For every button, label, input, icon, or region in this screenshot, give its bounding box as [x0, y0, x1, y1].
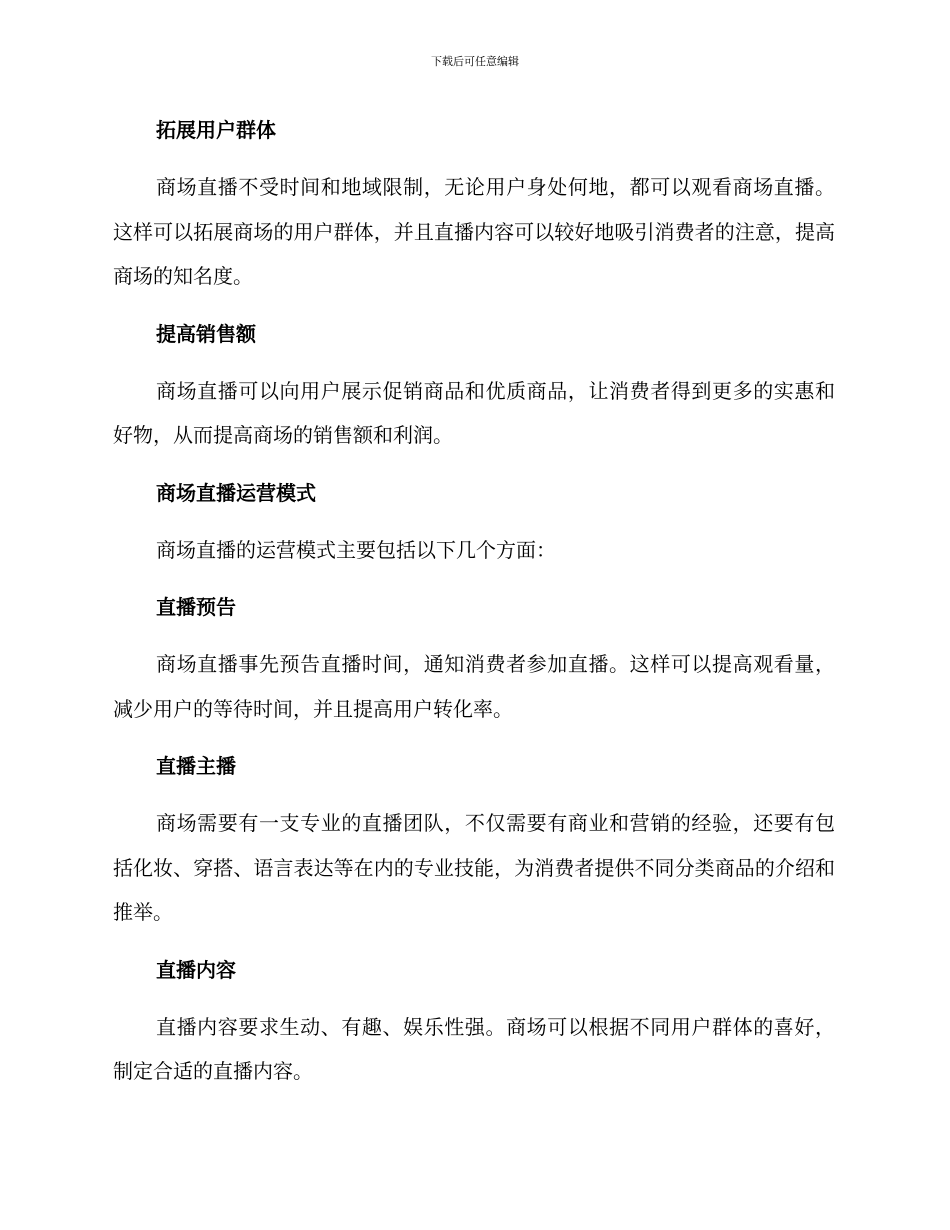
section-heading-live-host: 直播主播	[156, 754, 236, 778]
section-heading-increase-sales: 提高销售额	[156, 321, 256, 346]
document-body	[113, 108, 835, 1107]
paragraph-live-content: 直播内容要求生动、有趣、娱乐性强。商场可以根据不同用户群体的喜好，制定合适的直播内容。	[113, 1014, 835, 1083]
paragraph-expand-users: 商场直播不受时间和地域限制，无论用户身处何地，都可以观看商场直播。这样可以拓展商场的用户群体，并且直播内容可以较好地吸引消费者的注意，提高商场的知名度。	[113, 175, 835, 288]
section-heading-expand-users: 拓展用户群体	[156, 118, 276, 142]
paragraph-live-host: 商场需要有一支专业的直播团队，不仅需要有商业和营销的经验，还要有包括化妆、穿搭、语言表达等在内的专业技能，为消费者提供不同分类商品的介绍和推举。	[113, 811, 835, 924]
section-heading-live-preview: 直播预告	[156, 595, 236, 619]
section-heading-live-content: 直播内容	[156, 957, 236, 982]
paragraph-operation-mode: 商场直播的运营模式主要包括以下几个方面：	[156, 537, 556, 562]
page-header-note: 下载后可任意编辑	[431, 55, 519, 68]
paragraph-increase-sales: 商场直播可以向用户展示促销商品和优质商品，让消费者得到更多的实惠和好物，从而提高商场的销售额和利润。	[113, 378, 835, 447]
paragraph-live-preview: 商场直播事先预告直播时间，通知消费者参加直播。这样可以提高观看量，减少用户的等待时间，并且提高用户转化率。	[113, 652, 835, 721]
section-heading-operation-mode: 商场直播运营模式	[156, 480, 316, 505]
